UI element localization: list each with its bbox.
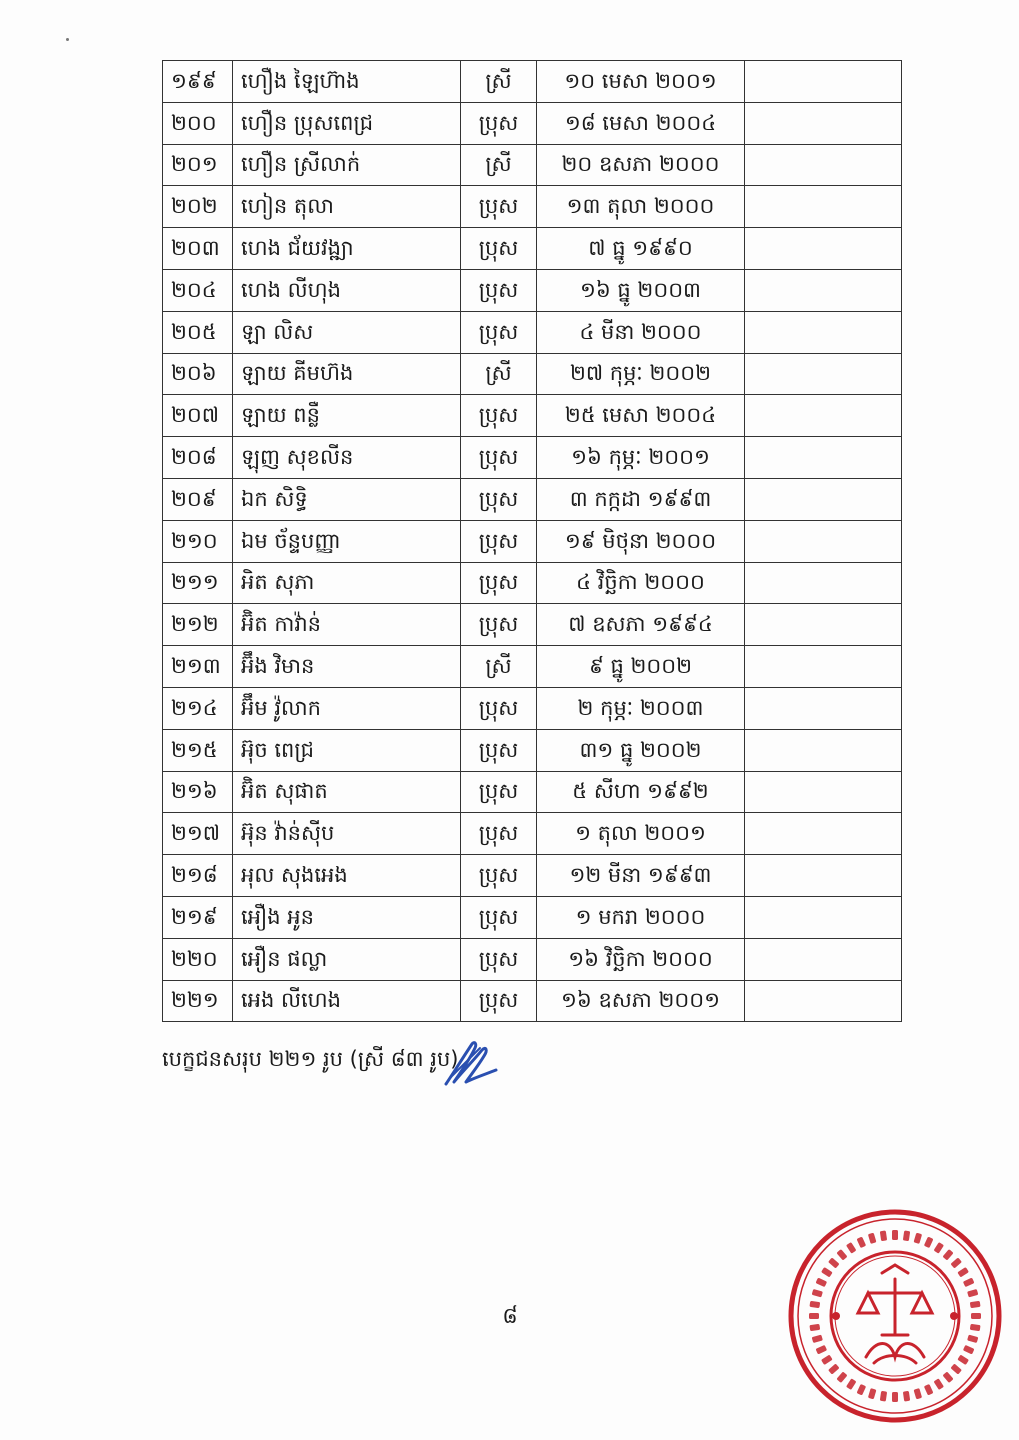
candidate-note (745, 980, 902, 1022)
candidate-note (745, 395, 902, 437)
row-number: ២១៣ (163, 646, 233, 688)
candidate-dob: ១ មករា ២០០០ (537, 896, 745, 938)
candidate-note (745, 144, 902, 186)
stamp-ring-mark (880, 1230, 887, 1241)
candidate-name: ឡាយ គីមហ៊ង (233, 353, 461, 395)
row-number: ១៩៩ (163, 61, 233, 103)
row-number: ២០៧ (163, 395, 233, 437)
candidate-note (745, 729, 902, 771)
table-row (163, 562, 902, 604)
table-row (163, 311, 902, 353)
candidate-dob: ៣ កក្កដា ១៩៩៣ (537, 478, 745, 520)
official-stamp-icon (786, 1207, 1004, 1429)
candidate-note (745, 687, 902, 729)
candidate-name: ហឿន ស្រីលាក់ (233, 144, 461, 186)
stamp-ring-mark (816, 1345, 828, 1355)
candidate-dob: ៧ ធ្នូ ១៩៩០ (537, 228, 745, 270)
candidate-dob: ២៥ មេសា ២០០៤ (537, 395, 745, 437)
candidate-dob: ១០ មេសា ២០០១ (537, 61, 745, 103)
candidate-note (745, 61, 902, 103)
table-row (163, 228, 902, 270)
candidate-dob: ២ កុម្ភៈ ២០០៣ (537, 687, 745, 729)
row-number: ២០១ (163, 144, 233, 186)
candidate-name: ហេង លីហុង (233, 269, 461, 311)
candidate-sex: ប្រុស (461, 938, 537, 980)
candidate-name: អ៊ិត សុផាត (233, 771, 461, 813)
stamp-ring-mark (868, 1233, 877, 1244)
candidate-sex: ប្រុស (461, 395, 537, 437)
candidate-sex: ប្រុស (461, 102, 537, 144)
table-row (163, 855, 902, 897)
table-row (163, 61, 902, 103)
candidate-sex: ប្រុស (461, 478, 537, 520)
stamp-ring-mark (943, 1371, 954, 1382)
candidate-dob: ១៨ មេសា ២០០៤ (537, 102, 745, 144)
candidate-name: ហឿន ប្រុសពេជ្រ (233, 102, 461, 144)
row-number: ២១៨ (163, 855, 233, 897)
candidate-name: អេង លីហេង (233, 980, 461, 1022)
table-row (163, 395, 902, 437)
candidate-dob: ១៦ វិច្ឆិកា ២០០០ (537, 938, 745, 980)
candidate-note (745, 855, 902, 897)
candidate-dob: ១៣ តុលា ២០០០ (537, 186, 745, 228)
stamp-ring-mark (821, 1355, 833, 1365)
table-row (163, 144, 902, 186)
signature-icon (440, 1038, 500, 1092)
stamp-ring-mark (846, 1378, 856, 1390)
candidate-name: អិត សុភា (233, 562, 461, 604)
table-row (163, 938, 902, 980)
row-number: ២១៩ (163, 896, 233, 938)
stamp-ring-mark (970, 1324, 981, 1331)
stamp-ring-mark (914, 1388, 923, 1399)
candidate-dob: ៧ ឧសភា ១៩៩៤ (537, 604, 745, 646)
candidate-name: ឯម ច័ន្ទបញ្ញា (233, 520, 461, 562)
stamp-ring-mark (836, 1249, 847, 1260)
candidate-dob: ១៩ មិថុនា ២០០០ (537, 520, 745, 562)
row-number: ២២១ (163, 980, 233, 1022)
candidate-dob: ៤ វិច្ឆិកា ២០០០ (537, 562, 745, 604)
row-number: ២០៣ (163, 228, 233, 270)
candidate-name: អ៊ុន វ៉ាន់ស៊ីប (233, 813, 461, 855)
row-number: ២១៤ (163, 687, 233, 729)
stamp-ring-mark (967, 1335, 978, 1344)
row-number: ២១៥ (163, 729, 233, 771)
table-row (163, 269, 902, 311)
candidate-note (745, 437, 902, 479)
candidate-dob: ១២ មីនា ១៩៩៣ (537, 855, 745, 897)
candidate-dob: ១ តុលា ២០០១ (537, 813, 745, 855)
stamp-ring-mark (828, 1364, 839, 1375)
table-row (163, 771, 902, 813)
candidate-sex: ប្រុស (461, 813, 537, 855)
stamp-ring-mark (892, 1230, 898, 1240)
stamp-ring-mark (868, 1388, 877, 1399)
stamp-ring-mark (971, 1313, 981, 1319)
stamp-ring-mark (970, 1301, 981, 1308)
candidate-sex: ប្រុស (461, 520, 537, 562)
candidate-dob: ២៧ កុម្ភៈ ២០០២ (537, 353, 745, 395)
candidate-name: ឯក សិទ្ធិ (233, 478, 461, 520)
candidate-sex: ស្រី (461, 353, 537, 395)
stamp-ring-mark (857, 1237, 867, 1249)
stamp-ring-mark (809, 1324, 820, 1331)
row-number: ២១៧ (163, 813, 233, 855)
row-number: ២០៤ (163, 269, 233, 311)
candidate-dob: ១៦ កុម្ភៈ ២០០១ (537, 437, 745, 479)
candidate-sex: ប្រុស (461, 228, 537, 270)
stamp-ring-mark (914, 1233, 923, 1244)
candidate-name: អឿង អូន (233, 896, 461, 938)
candidate-note (745, 938, 902, 980)
row-number: ២០៥ (163, 311, 233, 353)
candidate-name: អ៊ុច ពេជ្រ (233, 729, 461, 771)
table-row (163, 604, 902, 646)
candidate-name: ហេង ជ័យវង្ឍា (233, 228, 461, 270)
stamp-ring-mark (846, 1242, 856, 1254)
table-row (163, 186, 902, 228)
candidate-total: បេក្ខជនសរុប ២២១ រូប (ស្រី ៨៣ រូប) (162, 1047, 459, 1071)
row-number: ២០៩ (163, 478, 233, 520)
candidate-dob: ១៦ ធ្នូ ២០០៣ (537, 269, 745, 311)
candidate-sex: ស្រី (461, 646, 537, 688)
stamp-ring-mark (934, 1378, 944, 1390)
stamp-ring-mark (812, 1335, 823, 1344)
table-row (163, 102, 902, 144)
candidate-note (745, 228, 902, 270)
stamp-ring-mark (828, 1257, 839, 1268)
stamp-ring-mark (967, 1289, 978, 1298)
candidate-name: អឿន ផល្លា (233, 938, 461, 980)
candidate-sex: ប្រុស (461, 687, 537, 729)
table-row (163, 980, 902, 1022)
candidate-dob: ៤ មីនា ២០០០ (537, 311, 745, 353)
candidate-sex: ស្រី (461, 144, 537, 186)
page-number: ៨ (502, 1304, 518, 1329)
stamp-ring-mark (957, 1267, 969, 1277)
candidate-dob: ២០ ឧសភា ២០០០ (537, 144, 745, 186)
candidate-note (745, 646, 902, 688)
row-number: ២០៦ (163, 353, 233, 395)
table-row (163, 437, 902, 479)
table-row (163, 687, 902, 729)
stamp-ring-mark (957, 1355, 969, 1365)
candidate-table-body (163, 61, 902, 1022)
row-number: ២០៨ (163, 437, 233, 479)
table-row (163, 520, 902, 562)
stamp-ring-mark (821, 1267, 833, 1277)
stamp-ring-mark (963, 1278, 975, 1288)
candidate-note (745, 604, 902, 646)
candidate-dob: ៥ សីហា ១៩៩២ (537, 771, 745, 813)
table-row (163, 646, 902, 688)
stamp-ring-mark (836, 1371, 847, 1382)
candidate-sex: ស្រី (461, 61, 537, 103)
stamp-ring-mark (880, 1391, 887, 1402)
candidate-name: ឡា លិស (233, 311, 461, 353)
candidate-note (745, 562, 902, 604)
candidate-dob: ៩ ធ្នូ ២០០២ (537, 646, 745, 688)
candidate-sex: ប្រុស (461, 729, 537, 771)
candidate-note (745, 896, 902, 938)
stamp-ring-mark (943, 1249, 954, 1260)
candidate-sex: ប្រុស (461, 186, 537, 228)
stamp-ring-mark (903, 1230, 910, 1241)
candidate-sex: ប្រុស (461, 604, 537, 646)
stamp-ring-mark (809, 1301, 820, 1308)
table-row (163, 896, 902, 938)
table-row (163, 813, 902, 855)
candidate-note (745, 269, 902, 311)
candidate-note (745, 353, 902, 395)
candidate-note (745, 478, 902, 520)
row-number: ២១២ (163, 604, 233, 646)
table-row (163, 729, 902, 771)
candidate-note (745, 102, 902, 144)
row-number: ២២០ (163, 938, 233, 980)
row-number: ២១១ (163, 562, 233, 604)
candidate-note (745, 771, 902, 813)
candidate-sex: ប្រុស (461, 855, 537, 897)
candidate-sex: ប្រុស (461, 562, 537, 604)
stamp-ring-mark (857, 1384, 867, 1396)
candidate-sex: ប្រុស (461, 437, 537, 479)
stamp-ring-mark (809, 1313, 819, 1319)
candidate-name: អុល សុងអេង (233, 855, 461, 897)
candidate-name: អ៊ិត កាវ៉ាន់ (233, 604, 461, 646)
stamp-ring-mark (892, 1392, 898, 1402)
candidate-note (745, 813, 902, 855)
candidate-dob: ៣១ ធ្នូ ២០០២ (537, 729, 745, 771)
candidate-dob: ១៦ ឧសភា ២០០១ (537, 980, 745, 1022)
row-number: ២០២ (163, 186, 233, 228)
stamp-ring-mark (812, 1289, 823, 1298)
stamp-ring-mark (816, 1278, 828, 1288)
candidate-table (162, 60, 902, 1022)
candidate-name: អ៊ឹម វ៉ូលាក (233, 687, 461, 729)
candidate-name: ឡាយ ពន្លឺ (233, 395, 461, 437)
candidate-name: ហៀន តុលា (233, 186, 461, 228)
candidate-sex: ប្រុស (461, 896, 537, 938)
candidate-sex: ប្រុស (461, 980, 537, 1022)
candidate-sex: ប្រុស (461, 269, 537, 311)
stamp-ring-mark (950, 1257, 961, 1268)
row-number: ២១៦ (163, 771, 233, 813)
candidate-sex: ប្រុស (461, 771, 537, 813)
candidate-note (745, 520, 902, 562)
table-row (163, 353, 902, 395)
candidate-name: អ៊ឹង វិមាន (233, 646, 461, 688)
stamp-ring-mark (903, 1391, 910, 1402)
candidate-name: ហឿង ឡៃហ៊ាង (233, 61, 461, 103)
candidate-name: ឡុញ សុខលីន (233, 437, 461, 479)
candidate-sex: ប្រុស (461, 311, 537, 353)
row-number: ២១០ (163, 520, 233, 562)
candidate-note (745, 186, 902, 228)
candidate-note (745, 311, 902, 353)
scan-speck (66, 38, 69, 41)
stamp-ring-mark (924, 1384, 934, 1396)
table-row (163, 478, 902, 520)
stamp-ring-mark (924, 1237, 934, 1249)
stamp-ring-mark (950, 1364, 961, 1375)
stamp-ring-mark (934, 1242, 944, 1254)
row-number: ២០០ (163, 102, 233, 144)
stamp-ring-mark (963, 1345, 975, 1355)
